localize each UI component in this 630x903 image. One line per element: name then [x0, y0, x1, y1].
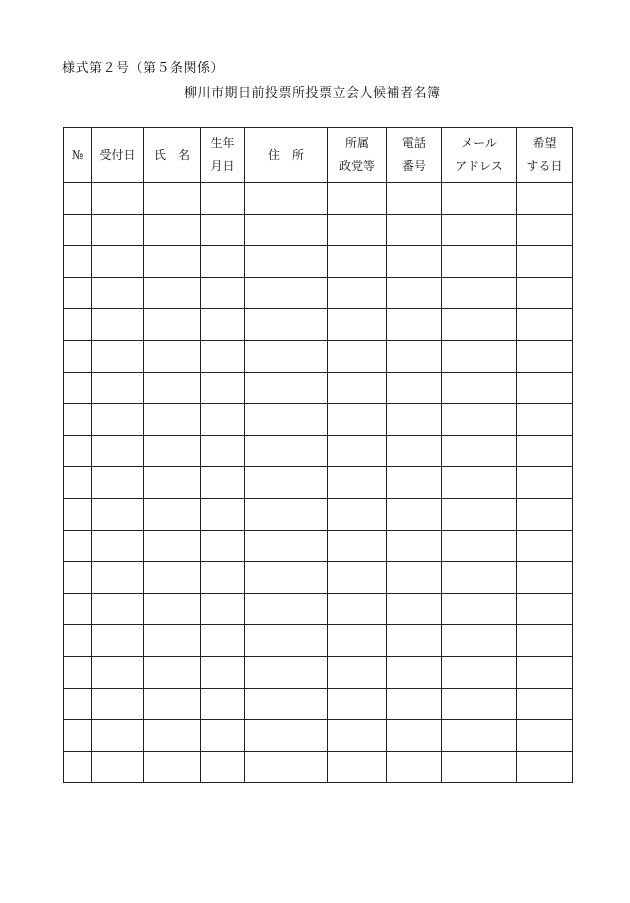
table-row	[64, 214, 573, 246]
header-email-line2: アドレス	[455, 159, 503, 173]
table-row	[64, 593, 573, 625]
cell-phone[interactable]	[387, 530, 442, 562]
cell-party[interactable]	[328, 625, 387, 657]
cell-name[interactable]	[144, 625, 201, 657]
cell-email[interactable]	[442, 214, 517, 246]
cell-no[interactable]	[64, 593, 92, 625]
cell-reception-date[interactable]	[92, 183, 144, 215]
cell-name[interactable]	[144, 593, 201, 625]
table-row	[64, 372, 573, 404]
cell-party[interactable]	[328, 593, 387, 625]
cell-birthdate[interactable]	[201, 656, 245, 688]
cell-phone[interactable]	[387, 688, 442, 720]
cell-address[interactable]	[245, 467, 328, 499]
cell-email[interactable]	[442, 246, 517, 278]
cell-email[interactable]	[442, 562, 517, 594]
cell-phone[interactable]	[387, 467, 442, 499]
cell-name[interactable]	[144, 372, 201, 404]
cell-preferred-date[interactable]	[517, 183, 573, 215]
cell-email[interactable]	[442, 340, 517, 372]
header-birthdate-line2: 月日	[210, 159, 235, 173]
header-no-label: №	[71, 147, 84, 162]
cell-party[interactable]	[328, 340, 387, 372]
cell-party[interactable]	[328, 751, 387, 783]
cell-name[interactable]	[144, 309, 201, 341]
cell-address[interactable]	[245, 214, 328, 246]
cell-phone[interactable]	[387, 214, 442, 246]
cell-reception-date[interactable]	[92, 246, 144, 278]
cell-email[interactable]	[442, 309, 517, 341]
cell-preferred-date[interactable]	[517, 214, 573, 246]
cell-birthdate[interactable]	[201, 309, 245, 341]
header-address	[245, 128, 328, 183]
cell-party[interactable]	[328, 688, 387, 720]
cell-party[interactable]	[328, 183, 387, 215]
cell-party[interactable]	[328, 656, 387, 688]
cell-reception-date[interactable]	[92, 625, 144, 657]
cell-reception-date[interactable]	[92, 372, 144, 404]
table-row	[64, 183, 573, 215]
cell-no[interactable]	[64, 277, 92, 309]
cell-birthdate[interactable]	[201, 498, 245, 530]
cell-no[interactable]	[64, 656, 92, 688]
cell-birthdate[interactable]	[201, 467, 245, 499]
header-preferred-date-line2: する日	[526, 159, 563, 173]
cell-name[interactable]	[144, 214, 201, 246]
cell-birthdate[interactable]	[201, 214, 245, 246]
cell-name[interactable]	[144, 530, 201, 562]
header-email	[442, 128, 517, 183]
cell-preferred-date[interactable]	[517, 562, 573, 594]
cell-name[interactable]	[144, 498, 201, 530]
cell-no[interactable]	[64, 625, 92, 657]
cell-no[interactable]	[64, 404, 92, 436]
header-party-line1: 所属	[344, 136, 369, 150]
cell-name[interactable]	[144, 183, 201, 215]
header-phone-line2: 番号	[401, 159, 426, 173]
header-no	[64, 128, 92, 183]
cell-birthdate[interactable]	[201, 183, 245, 215]
cell-preferred-date[interactable]	[517, 530, 573, 562]
cell-preferred-date[interactable]	[517, 656, 573, 688]
cell-no[interactable]	[64, 530, 92, 562]
cell-phone[interactable]	[387, 625, 442, 657]
cell-preferred-date[interactable]	[517, 467, 573, 499]
cell-no[interactable]	[64, 688, 92, 720]
cell-email[interactable]	[442, 530, 517, 562]
cell-phone[interactable]	[387, 246, 442, 278]
table-row	[64, 277, 573, 309]
header-preferred-date-line1: 希望	[532, 136, 557, 150]
cell-no[interactable]	[64, 498, 92, 530]
cell-address[interactable]	[245, 404, 328, 436]
cell-preferred-date[interactable]	[517, 404, 573, 436]
cell-birthdate[interactable]	[201, 593, 245, 625]
cell-preferred-date[interactable]	[517, 720, 573, 752]
cell-address[interactable]	[245, 751, 328, 783]
table-row	[64, 498, 573, 530]
cell-phone[interactable]	[387, 498, 442, 530]
cell-name[interactable]	[144, 688, 201, 720]
cell-birthdate[interactable]	[201, 751, 245, 783]
cell-phone[interactable]	[387, 183, 442, 215]
cell-no[interactable]	[64, 720, 92, 752]
cell-preferred-date[interactable]	[517, 246, 573, 278]
cell-name[interactable]	[144, 720, 201, 752]
cell-no[interactable]	[64, 214, 92, 246]
cell-name[interactable]	[144, 751, 201, 783]
cell-email[interactable]	[442, 625, 517, 657]
cell-address[interactable]	[245, 340, 328, 372]
cell-party[interactable]	[328, 498, 387, 530]
cell-preferred-date[interactable]	[517, 277, 573, 309]
cell-preferred-date[interactable]	[517, 593, 573, 625]
cell-birthdate[interactable]	[201, 246, 245, 278]
cell-phone[interactable]	[387, 656, 442, 688]
cell-name[interactable]	[144, 435, 201, 467]
header-phone-line1: 電話	[401, 136, 426, 150]
cell-no[interactable]	[64, 435, 92, 467]
cell-reception-date[interactable]	[92, 498, 144, 530]
cell-birthdate[interactable]	[201, 372, 245, 404]
cell-party[interactable]	[328, 530, 387, 562]
cell-birthdate[interactable]	[201, 404, 245, 436]
header-row	[64, 128, 573, 183]
table-row	[64, 467, 573, 499]
cell-email[interactable]	[442, 688, 517, 720]
table-row	[64, 720, 573, 752]
cell-address[interactable]	[245, 277, 328, 309]
cell-reception-date[interactable]	[92, 404, 144, 436]
cell-reception-date[interactable]	[92, 467, 144, 499]
cell-address[interactable]	[245, 183, 328, 215]
cell-preferred-date[interactable]	[517, 309, 573, 341]
cell-email[interactable]	[442, 751, 517, 783]
cell-phone[interactable]	[387, 720, 442, 752]
cell-phone[interactable]	[387, 562, 442, 594]
cell-party[interactable]	[328, 467, 387, 499]
cell-email[interactable]	[442, 593, 517, 625]
form-number: 様式第２号（第５条関係）	[62, 61, 225, 76]
cell-phone[interactable]	[387, 340, 442, 372]
cell-birthdate[interactable]	[201, 688, 245, 720]
table-row	[64, 625, 573, 657]
cell-email[interactable]	[442, 656, 517, 688]
header-birthdate	[201, 128, 245, 183]
cell-address[interactable]	[245, 625, 328, 657]
table-row	[64, 404, 573, 436]
cell-preferred-date[interactable]	[517, 688, 573, 720]
cell-address[interactable]	[245, 562, 328, 594]
header-name-label: 氏 名	[153, 147, 190, 162]
cell-reception-date[interactable]	[92, 277, 144, 309]
cell-reception-date[interactable]	[92, 562, 144, 594]
cell-email[interactable]	[442, 372, 517, 404]
cell-preferred-date[interactable]	[517, 340, 573, 372]
cell-party[interactable]	[328, 372, 387, 404]
table-row	[64, 246, 573, 278]
header-preferred-date	[517, 128, 573, 183]
header-party	[328, 128, 387, 183]
cell-address[interactable]	[245, 720, 328, 752]
cell-preferred-date[interactable]	[517, 625, 573, 657]
cell-birthdate[interactable]	[201, 435, 245, 467]
cell-birthdate[interactable]	[201, 277, 245, 309]
header-party-line2: 政党等	[338, 159, 375, 173]
table-row	[64, 656, 573, 688]
cell-birthdate[interactable]	[201, 340, 245, 372]
cell-no[interactable]	[64, 246, 92, 278]
header-reception-date	[92, 128, 144, 183]
table-row	[64, 435, 573, 467]
cell-preferred-date[interactable]	[517, 751, 573, 783]
header-address-label: 住 所	[267, 147, 304, 162]
cell-party[interactable]	[328, 435, 387, 467]
cell-address[interactable]	[245, 435, 328, 467]
cell-party[interactable]	[328, 562, 387, 594]
cell-birthdate[interactable]	[201, 720, 245, 752]
cell-address[interactable]	[245, 530, 328, 562]
cell-party[interactable]	[328, 214, 387, 246]
cell-no[interactable]	[64, 372, 92, 404]
cell-reception-date[interactable]	[92, 435, 144, 467]
cell-name[interactable]	[144, 404, 201, 436]
cell-reception-date[interactable]	[92, 593, 144, 625]
document-title: 柳川市期日前投票所投票立会人候補者名簿	[184, 86, 441, 101]
cell-no[interactable]	[64, 309, 92, 341]
table-row	[64, 562, 573, 594]
header-name	[144, 128, 201, 183]
cell-phone[interactable]	[387, 372, 442, 404]
cell-address[interactable]	[245, 593, 328, 625]
cell-email[interactable]	[442, 404, 517, 436]
cell-reception-date[interactable]	[92, 340, 144, 372]
cell-no[interactable]	[64, 467, 92, 499]
cell-birthdate[interactable]	[201, 625, 245, 657]
cell-reception-date[interactable]	[92, 720, 144, 752]
cell-name[interactable]	[144, 246, 201, 278]
cell-party[interactable]	[328, 277, 387, 309]
cell-no[interactable]	[64, 751, 92, 783]
cell-preferred-date[interactable]	[517, 498, 573, 530]
cell-preferred-date[interactable]	[517, 435, 573, 467]
cell-birthdate[interactable]	[201, 530, 245, 562]
cell-reception-date[interactable]	[92, 309, 144, 341]
cell-address[interactable]	[245, 688, 328, 720]
cell-email[interactable]	[442, 467, 517, 499]
cell-name[interactable]	[144, 277, 201, 309]
cell-email[interactable]	[442, 435, 517, 467]
cell-no[interactable]	[64, 183, 92, 215]
cell-name[interactable]	[144, 656, 201, 688]
cell-reception-date[interactable]	[92, 214, 144, 246]
cell-phone[interactable]	[387, 277, 442, 309]
cell-address[interactable]	[245, 246, 328, 278]
cell-reception-date[interactable]	[92, 688, 144, 720]
cell-name[interactable]	[144, 340, 201, 372]
cell-party[interactable]	[328, 309, 387, 341]
table-row	[64, 688, 573, 720]
cell-phone[interactable]	[387, 435, 442, 467]
cell-birthdate[interactable]	[201, 562, 245, 594]
cell-phone[interactable]	[387, 751, 442, 783]
table-row	[64, 530, 573, 562]
cell-email[interactable]	[442, 183, 517, 215]
cell-party[interactable]	[328, 246, 387, 278]
cell-email[interactable]	[442, 277, 517, 309]
cell-name[interactable]	[144, 562, 201, 594]
cell-email[interactable]	[442, 498, 517, 530]
cell-address[interactable]	[245, 498, 328, 530]
cell-phone[interactable]	[387, 309, 442, 341]
cell-address[interactable]	[245, 656, 328, 688]
header-email-line1: メール	[461, 136, 497, 150]
cell-phone[interactable]	[387, 593, 442, 625]
cell-phone[interactable]	[387, 404, 442, 436]
cell-reception-date[interactable]	[92, 751, 144, 783]
cell-party[interactable]	[328, 720, 387, 752]
cell-party[interactable]	[328, 404, 387, 436]
cell-email[interactable]	[442, 720, 517, 752]
table-row	[64, 340, 573, 372]
cell-reception-date[interactable]	[92, 656, 144, 688]
cell-address[interactable]	[245, 372, 328, 404]
cell-no[interactable]	[64, 562, 92, 594]
roster-body	[64, 183, 573, 783]
cell-address[interactable]	[245, 309, 328, 341]
cell-reception-date[interactable]	[92, 530, 144, 562]
cell-no[interactable]	[64, 340, 92, 372]
table-row	[64, 309, 573, 341]
cell-name[interactable]	[144, 467, 201, 499]
candidate-roster-table	[63, 127, 573, 783]
header-birthdate-line1: 生年	[210, 136, 235, 150]
table-row	[64, 751, 573, 783]
header-reception-date-label: 受付日	[99, 147, 136, 162]
header-phone	[387, 128, 442, 183]
cell-preferred-date[interactable]	[517, 372, 573, 404]
